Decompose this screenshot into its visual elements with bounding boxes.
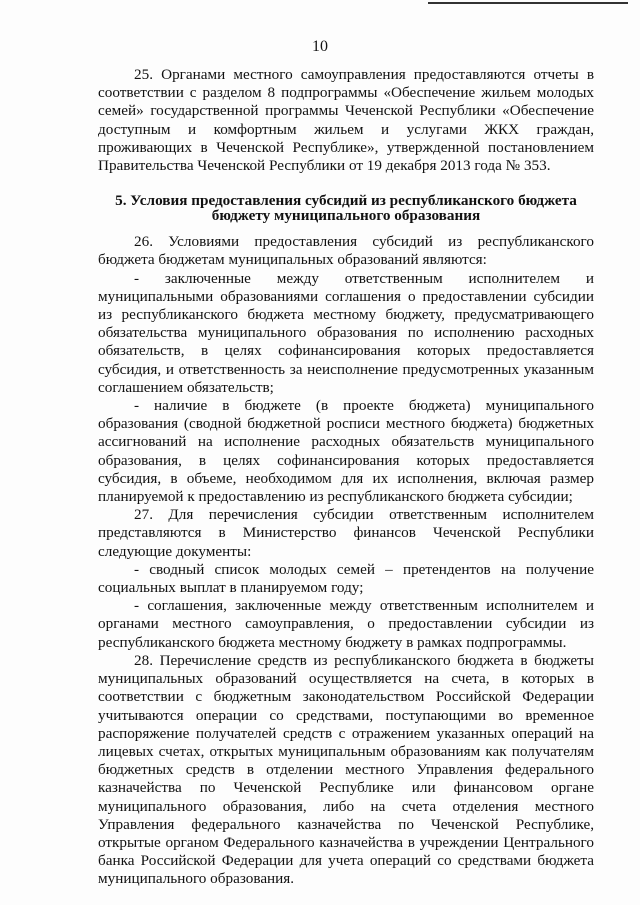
paragraph-26-item-1: - заключенные между ответственным исполнителем и муниципальными образованиями соглашения о предоставлении субсидии из республиканского бюджета местному бюджету, предусматривающего обязательства муниципального образования по исполнению расходных обязательств, в целях софинансирования которых предоставляется субсидия, и ответственность за неисполнение предусмотренных указанным соглашением обязательств;: [98, 269, 594, 396]
paragraph-26: 26. Условиями предоставления субсидий из республиканского бюджета бюджетам муниципальных образований являются:: [98, 233, 594, 269]
paragraph-27-item-1: - сводный список молодых семей – претендентов на получение социальных выплат в планируемом году;: [98, 560, 594, 597]
section-5-title-line-1: 5. Условия предоставления субсидий из республиканского бюджета: [115, 192, 577, 210]
paragraph-28: 28. Перечисление средств из республиканского бюджета в бюджеты муниципальных образований осуществляется на счета, в которых в соответствии с бюджетным законодательством Российской Федерации учитываются операции со средствами, поступающими во временное распоряжение получателей средств с отражением указанных операций на лицевых счетах, открытых муниципальным образованиям как получателям бюджетных средств в отделении местного Управления федерального казначейства по Чеченской Республике или финансовом органе муниципального образования, либо на счета отделения местного Управления федерального казначейства по Чеченской Республике, открытые органом Федерального казначейства в учреждении Центрального банка Российской Федерации для учета операций со средствами бюджета муниципального образования.: [98, 651, 594, 888]
document-body: [98, 66, 594, 889]
paragraph-26-item-2: - наличие в бюджете (в проекте бюджета) муниципального образования (сводной бюджетной росписи местного бюджета) бюджетных ассигнований на исполнение расходных обязательств муниципального образования, в целях софинансирования которых предоставляется субсидия, в объеме, необходимом для их исполнения, включая размер планируемой к предоставлению из республиканского бюджета субсидии;: [98, 397, 594, 506]
paragraph-27-item-2: - соглашения, заключенные между ответственным исполнителем и органами местного самоуправления, о предоставлении субсидии из республиканского бюджета местному бюджету в рамках подпрограммы.: [98, 597, 594, 651]
page-number: 10: [312, 38, 328, 55]
paragraph-25: 25. Органами местного самоуправления предоставляются отчеты в соответствии с разделом 8 подпрограммы «Обеспечение жильем молодых семей» государственной программы Чеченской Республики «Обеспечение доступным и комфортным жильем и услугами ЖКХ граждан, проживающих в Чеченской Республике», утвержденной постановлением Правительства Чеченской Республики от 19 декабря 2013 года № 353.: [98, 66, 594, 175]
top-rule: [428, 2, 628, 4]
paragraph-27: 27. Для перечисления субсидии ответственным исполнителем представляются в Министерство финансов Чеченской Республики следующие документы:: [98, 506, 594, 560]
section-5-heading: [98, 193, 594, 223]
section-5-title-line-2: бюджету муниципального образования: [211, 207, 481, 225]
